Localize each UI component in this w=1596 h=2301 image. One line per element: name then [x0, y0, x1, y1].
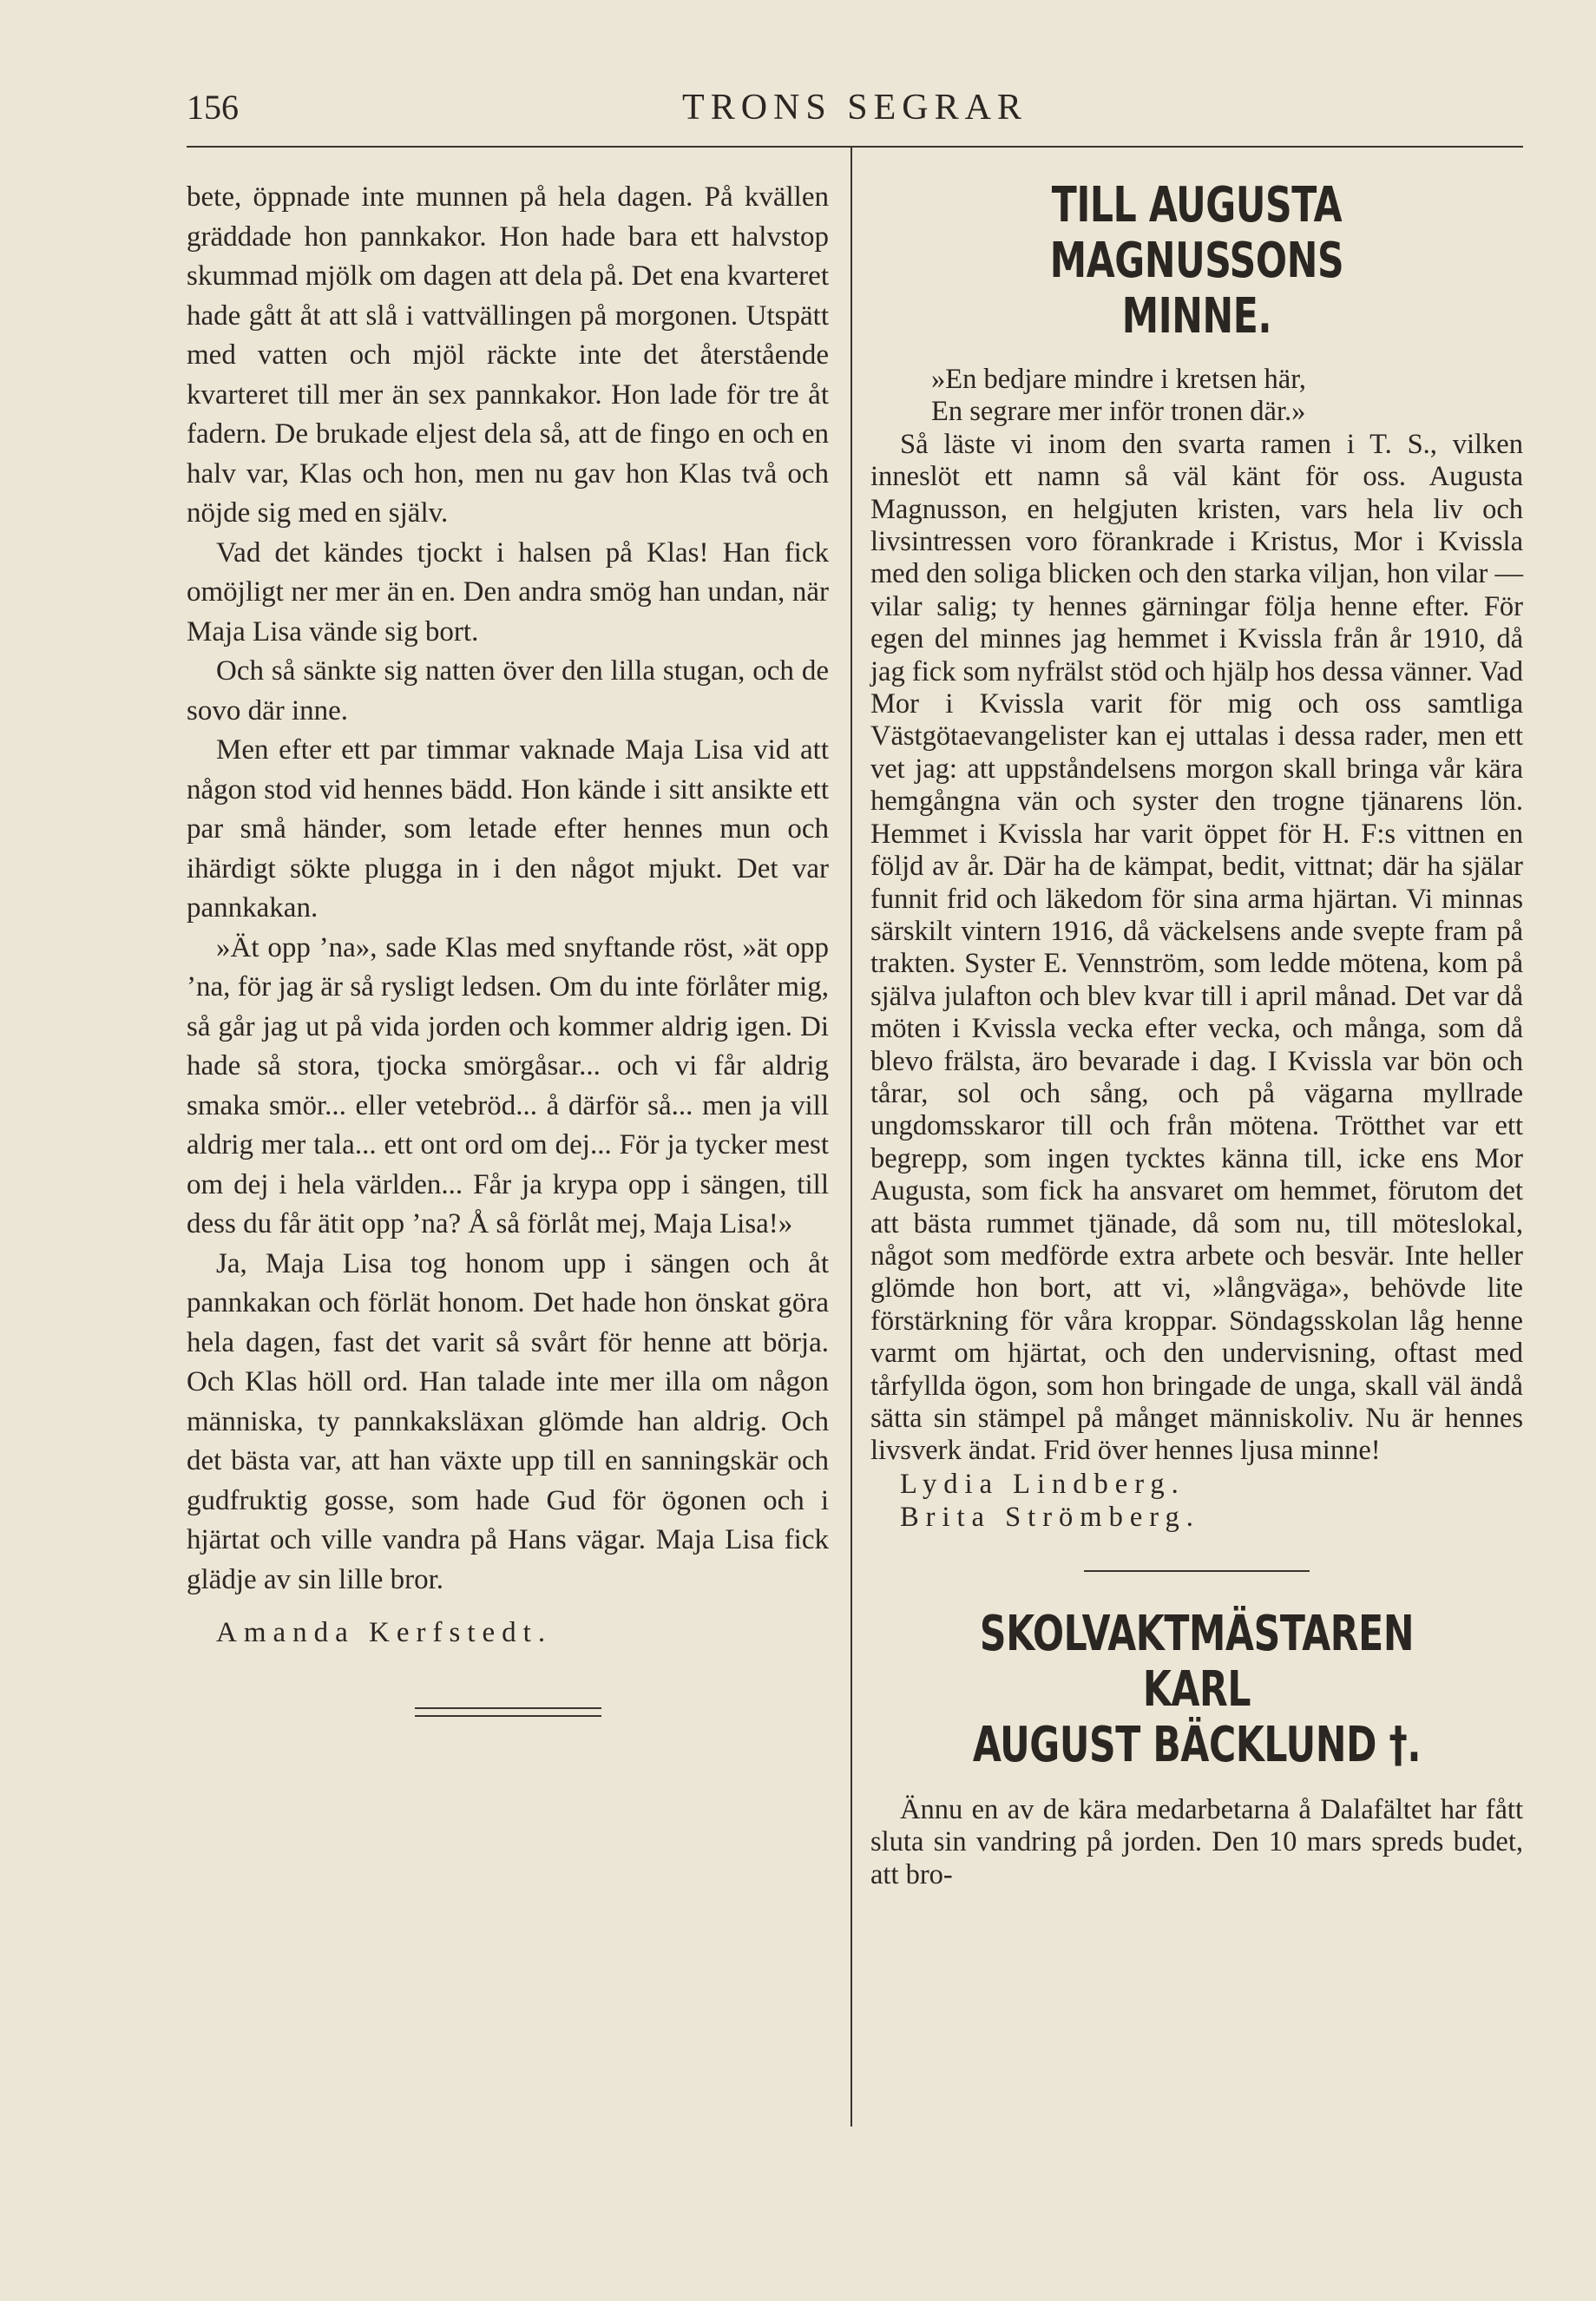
- story-signature: Amanda Kerfstedt.: [216, 1617, 553, 1648]
- end-rule: [415, 1715, 601, 1717]
- page-header: [187, 87, 1523, 141]
- article-signature: Brita Strömberg.: [900, 1501, 1200, 1533]
- story-paragraph: Och så sänkte sig natten över den lilla stugan, och de sovo där inne.: [187, 655, 829, 726]
- article-headline: SKOLVAKTMÄSTAREN KARL: [979, 1605, 1415, 1718]
- left-column: [187, 178, 829, 1717]
- article-headline: TILL AUGUSTA MAGNUSSONS: [1049, 177, 1344, 289]
- section-rule: [1084, 1570, 1310, 1572]
- story-paragraph: Ja, Maja Lisa tog honom upp i sängen och åt pannkakan och förlät honom. Det hade hon önskat göra hela dagen, fast det varit så svårt för henne att börja. Och Klas höll ord. Han talade inte mer illa om någon människa, ty pannkaksläxan glömde han aldrig. Och det bästa var, att han växte upp till en sanningskär och gudfruktig gosse, som hade Gud för ögonen och i hjärtat och ville vandra på Hans vägar. Maja Lisa fick glädje av sin lille bror.: [187, 1247, 829, 1595]
- article-headline: MINNE.: [1121, 288, 1272, 345]
- article-headline: AUGUST BÄCKLUND †.: [972, 1716, 1422, 1773]
- story-paragraph: bete, öppnade inte munnen på hela dagen. På kvällen gräddade hon pannkakor. Hon hade bara ett halvstop skummad mjölk om dagen att dela på. Det ena kvarteret hade gått åt att slå i vattvällingen på morgonen. Utspätt med vatten och mjöl räckte inte det återstående kvarteret till mer än sex pannkakor. Hon lade för tre åt fadern. De brukade eljest dela så, att de fingo en och en halv var, Klas och hon, men nu gav hon Klas två och nöjde sig med en själv.: [187, 181, 829, 529]
- right-column: [870, 178, 1523, 1891]
- article-body: Så läste vi inom den svarta ramen i T. S., vilken inneslöt ett namn så väl känt för oss. Augusta Magnusson, en helgjuten kristen, vars hela liv och livsintressen voro förankrade i Kristus, Mor i Kvissla med den soliga blicken och den starka viljan, hon vilar — vilar salig; ty hennes gärningar följa henne efter. För egen del minnes jag hemmet i Kvissla från år 1910, då jag fick som nyfrälst stöd och hjälp hos dessa vänner. Vad Mor i Kvissla varit för mig och oss samtliga Västgötaevangelister kan ej uttalas i dessa rader, men ett vet jag: att uppståndelsens morgon skall bringa vår kära hemgångna vän och syster den trogne tjänarens lön. Hemmet i Kvissla har varit öppet för H. F:s vittnen en följd av år. Där ha de kämpat, bedit, vittnat; där ha själar funnit frid och läkedom för sina arma hjärtan. Vi minnas särskilt vintern 1916, då väckelsens ande svepte fram på trakten. Syster E. Vennström, som ledde mötena, kom på själva julafton och blev kvar till i april månad. Det var då möten i Kvissla vecka efter vecka, och många, som då blevo frälsta, äro bevarade i dag. I Kvissla var bön och tårar, sol och sång, och på vägarna myllrade ungdomsskaror till och från mötena. Trötthet var ett begrepp, som ingen tycktes känna till, icke ens Mor Augusta, som fick ha ansvaret om hemmet, förutom det att bästa rummet tjänade, då som nu, till möteslokal, något som medförde extra arbete och besvär. Inte heller glömde hon bort, att vi, »långväga», behövde lite förstärkning för våra kroppar. Söndagsskolan låg henne varmt om hjärtat, och den undervisning, oftast med tårfyllda ögon, som hon bringade de unga, skall väl ändå sätta sin stämpel på månget människoliv. Nu är hennes livsverk ändat. Frid över hennes ljusa minne!: [870, 428, 1523, 1467]
- page-number: 156: [187, 88, 239, 127]
- poem-line: En segrare mer inför tronen där.»: [931, 396, 1306, 428]
- column-divider: [851, 148, 852, 2127]
- article-signature: Lydia Lindberg.: [900, 1468, 1186, 1500]
- story-paragraph: Vad det kändes tjockt i halsen på Klas! Han fick omöjligt ner mer än en. Den andra smög han undan, när Maja Lisa vände sig bort.: [187, 536, 829, 648]
- poem-line: »En bedjare mindre i kretsen här,: [931, 364, 1306, 395]
- header-rule: [187, 146, 1523, 148]
- end-rule: [415, 1707, 601, 1709]
- memorial-poem: [870, 364, 1523, 429]
- article-body: Ännu en av de kära medarbetarna å Dalafältet har fått sluta sin vandring på jorden. Den 10 mars spreds budet, att bro-: [870, 1793, 1523, 1890]
- story-paragraph: »Ät opp ’na», sade Klas med snyftande röst, »ät opp ’na, för jag är så rysligt ledsen. Om du inte förlåter mig, så går jag ut på vida jorden och kommer aldrig igen. Di hade så stora, tjocka smörgåsar... och vi får aldrig smaka smör... eller vetebröd... å därför så... men ja vill aldrig mer tala... ett ont ord om dej... För ja tycker mest om dej i hela världen... Får ja krypa opp i sängen, till dess du får ätit opp ’na? Å så förlåt mej, Maja Lisa!»: [187, 931, 829, 1239]
- story-paragraph: Men efter ett par timmar vaknade Maja Lisa vid att någon stod vid hennes bädd. Hon kände i sitt ansikte ett par små händer, som letade efter hennes mun och ihärdigt sökte plugga in i den något mjukt. Det var pannkakan.: [187, 734, 829, 924]
- running-title: TRONS SEGRAR: [682, 88, 1028, 128]
